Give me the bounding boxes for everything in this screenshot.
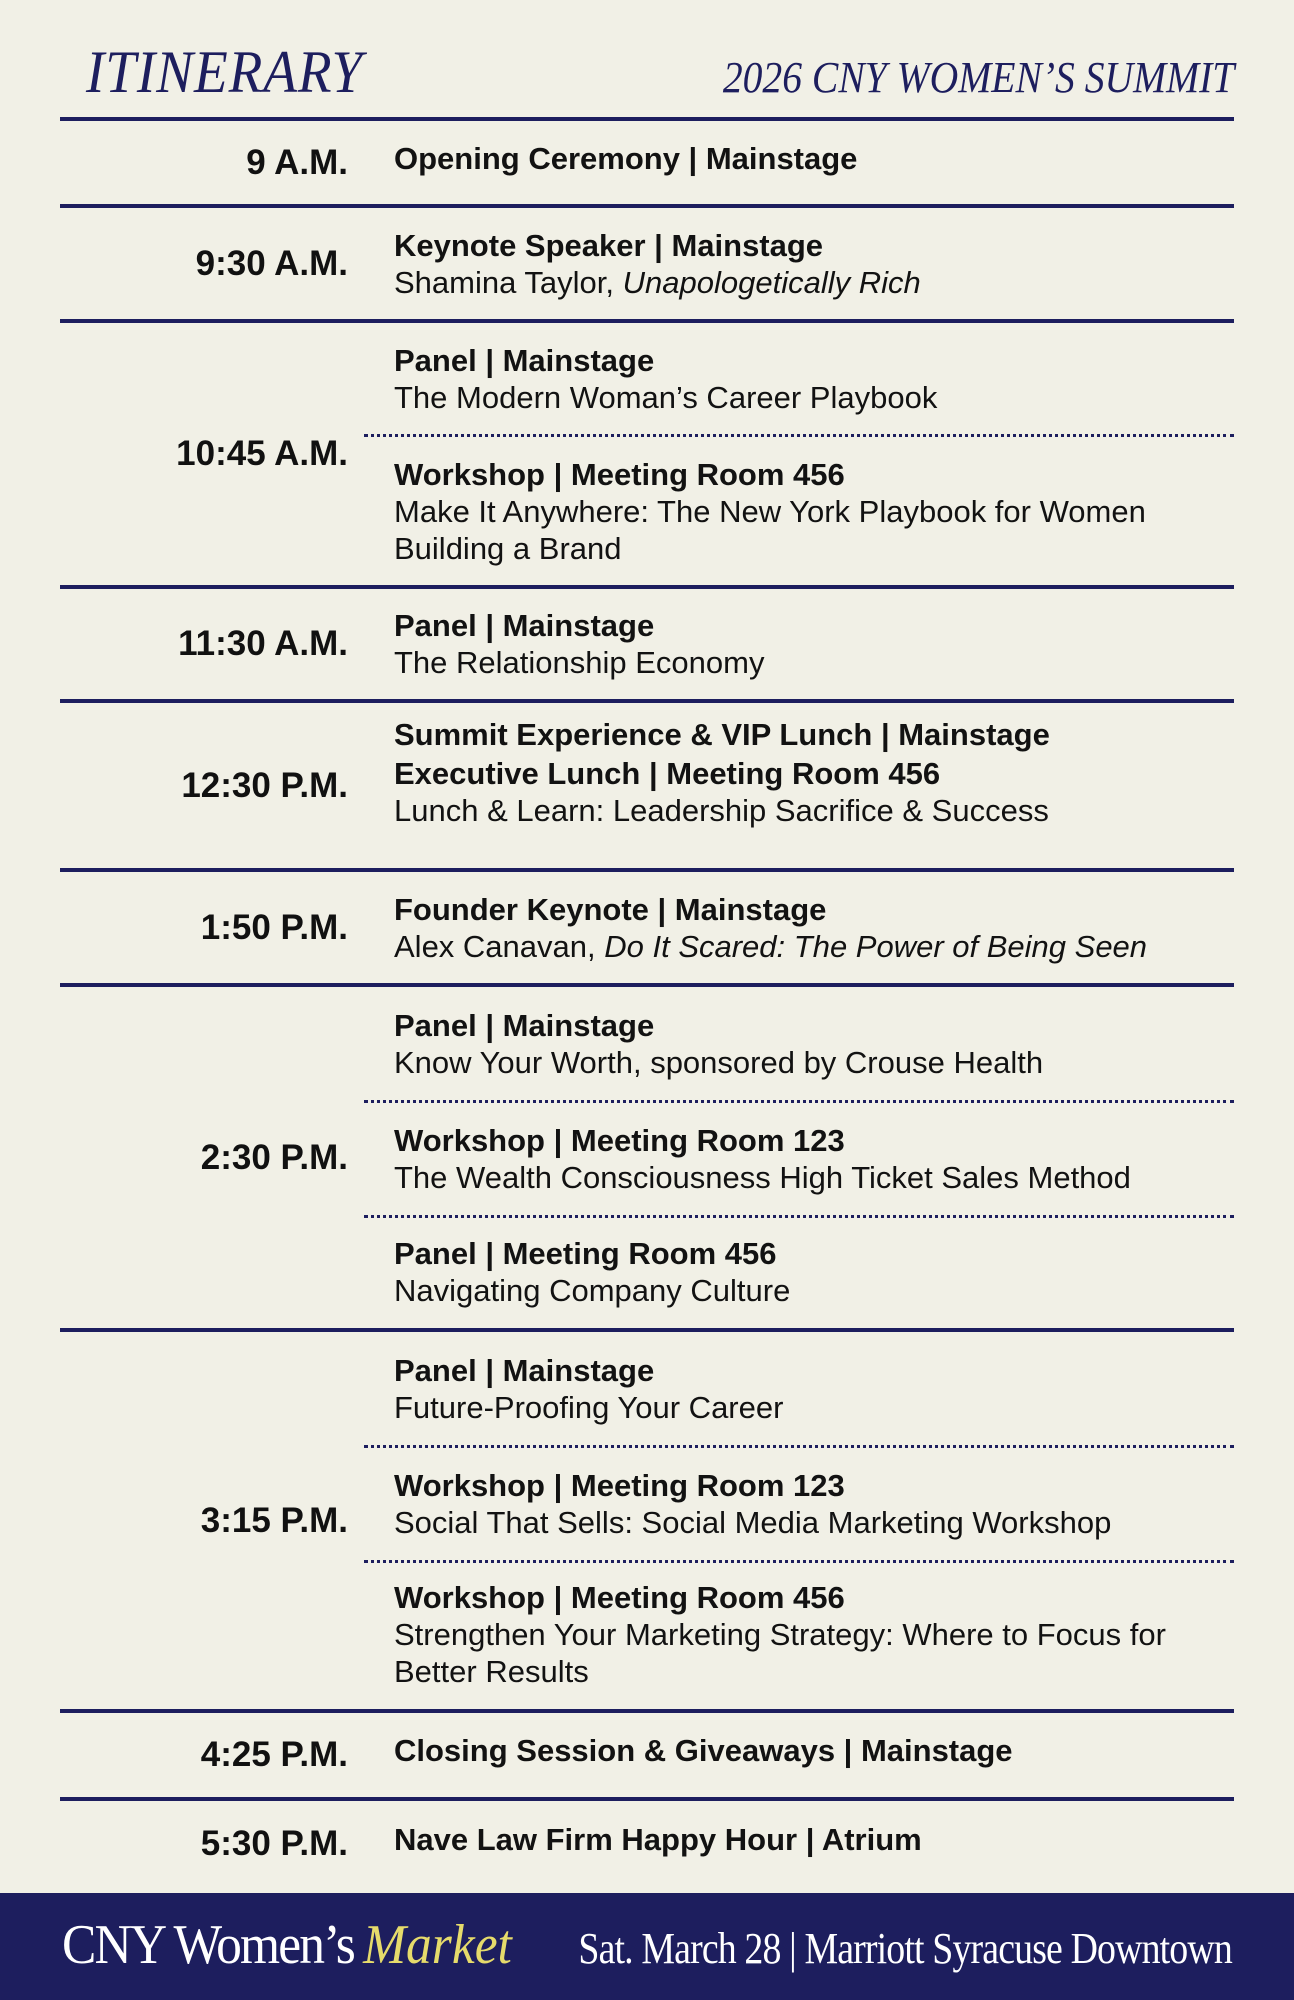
brand-accent: Market (363, 1914, 512, 1976)
brand-logo (62, 1913, 512, 1977)
event-info: Sat. March 28 | Marriott Syracuse Downtown (578, 1924, 1232, 1973)
footer-banner (0, 1893, 1294, 2000)
session (364, 987, 1234, 1100)
session-title: Workshop | Meeting Room 123 (394, 1123, 845, 1158)
session-description: The Modern Woman’s Career Playbook (394, 379, 938, 415)
session (364, 1332, 1234, 1445)
session (364, 753, 1234, 868)
session-title: Nave Law Firm Happy Hour | Atrium (394, 1821, 922, 1857)
session-title: Closing Session & Giveaways | Mainstage (394, 1733, 1013, 1768)
session-title: Opening Ceremony | Mainstage (394, 140, 858, 176)
session-description: Future-Proofing Your Career (394, 1389, 784, 1425)
session (364, 1713, 1234, 1788)
session-title: Workshop | Meeting Room 456 (394, 1580, 845, 1615)
session-description (394, 928, 1234, 965)
time-slot: 5:30 P.M. (200, 1824, 348, 1863)
session (364, 589, 1234, 699)
session (364, 1445, 1234, 1560)
session-title: Workshop | Meeting Room 456 (394, 456, 845, 492)
time-slot: 12:30 P.M. (181, 765, 348, 805)
schedule-row (60, 204, 1234, 319)
session (364, 872, 1234, 983)
speaker-name: Alex Canavan, (394, 928, 605, 964)
session-title: Panel | Mainstage (394, 608, 655, 643)
session-title: Summit Experience & VIP Lunch | Mainstage (394, 717, 1050, 752)
time-slot: 9:30 A.M. (195, 243, 348, 283)
session-title: Panel | Meeting Room 456 (394, 1235, 777, 1271)
schedule-row (60, 1797, 1234, 1887)
event-name: 2026 CNY WOMEN’S SUMMIT (722, 53, 1234, 102)
brand-prefix: CNY Women’s (62, 1914, 354, 1976)
session-title: Workshop | Meeting Room 123 (394, 1468, 845, 1503)
session-description (394, 264, 1234, 301)
schedule-row (60, 983, 1234, 1328)
schedule-row (60, 1709, 1234, 1797)
session (364, 1215, 1234, 1325)
session-title: Executive Lunch | Meeting Room 456 (394, 756, 941, 791)
header (86, 38, 1234, 118)
time-slot: 3:15 P.M. (200, 1500, 348, 1540)
schedule (60, 117, 1234, 1887)
session-title: Panel | Mainstage (394, 342, 655, 378)
session (364, 703, 1234, 753)
schedule-row (60, 868, 1234, 983)
session-description: The Wealth Consciousness High Ticket Sales Method (394, 1160, 1131, 1195)
session (364, 1560, 1234, 1706)
session (364, 121, 1234, 195)
session (364, 323, 1234, 434)
session-description: Make It Anywhere: The New York Playbook for Women Building a Brand (394, 493, 1146, 566)
time-slot: 2:30 P.M. (200, 1137, 348, 1177)
schedule-row (60, 1328, 1234, 1709)
time-slot: 4:25 P.M. (200, 1735, 348, 1774)
session-description: The Relationship Economy (394, 645, 765, 680)
session-description: Know Your Worth, sponsored by Crouse Health (394, 1044, 1044, 1080)
session-title: Founder Keynote | Mainstage (394, 891, 827, 927)
talk-title: Unapologetically Rich (622, 264, 921, 300)
session-title: Keynote Speaker | Mainstage (394, 227, 824, 263)
session-description: Lunch & Learn: Leadership Sacrifice & Success (394, 793, 1049, 828)
time-slot: 10:45 A.M. (176, 434, 348, 473)
session-title: Panel | Mainstage (394, 1352, 655, 1388)
schedule-row (60, 117, 1234, 204)
session-description: Navigating Company Culture (394, 1272, 791, 1308)
talk-title: Do It Scared: The Power of Being Seen (604, 928, 1148, 964)
session (364, 1801, 1234, 1877)
session (364, 1100, 1234, 1215)
time-slot: 9 A.M. (246, 142, 348, 182)
session-description: Strengthen Your Marketing Strategy: Where to Focus for Better Results (394, 1617, 1166, 1689)
schedule-row (60, 585, 1234, 699)
session (364, 434, 1234, 585)
schedule-row (60, 319, 1234, 585)
session-description: Social That Sells: Social Media Marketing Workshop (394, 1505, 1112, 1540)
time-slot: 1:50 P.M. (200, 907, 348, 947)
session-title: Panel | Mainstage (394, 1007, 655, 1043)
schedule-row (60, 699, 1234, 868)
time-slot: 11:30 A.M. (178, 624, 348, 663)
page-title: ITINERARY (86, 39, 364, 105)
speaker-name: Shamina Taylor, (394, 264, 623, 300)
session (364, 208, 1234, 319)
